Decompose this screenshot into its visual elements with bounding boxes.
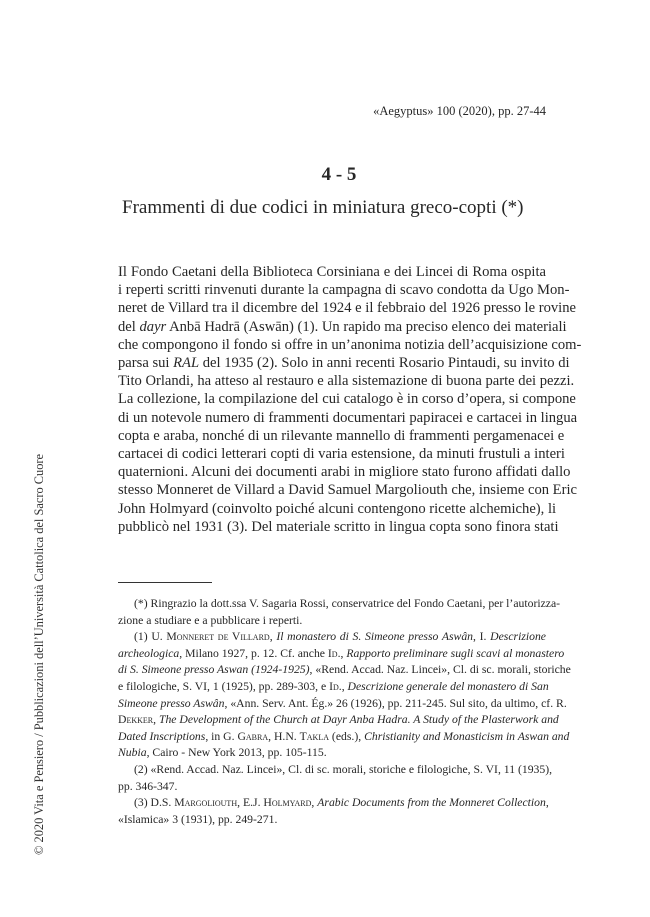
running-head: «Aegyptus» 100 (2020), pp. 27-44 xyxy=(373,104,546,118)
body-line: parsa sui RAL del 1935 (2). Solo in anni recenti Rosario Pintaudi, su invito di xyxy=(118,355,570,372)
body-line: copta e araba, nonché di un rilevante mannello di frammenti pergamenacei e xyxy=(118,427,565,444)
footnote-rule xyxy=(118,582,212,583)
chapter-number: 4 - 5 xyxy=(321,164,357,185)
body-line: di un notevole numero di frammenti documentari papiracei e cartacei in lingua xyxy=(118,409,578,426)
body-line: stesso Monneret de Villard a David Samuel Margoliouth che, insieme con Eric xyxy=(118,482,577,499)
footnote-star: (*) Ringrazio la dott.ssa V. Sagaria Rossi, conservatrice del Fondo Caetani, per l’autorizza- zione a studiare e a pubblicare i reperti. xyxy=(118,597,561,627)
article-title: Frammenti di due codici in miniatura greco-copti (*) xyxy=(122,197,524,218)
body-line: che compongono il fondo si offre in un’anonima notizia dell’acquisizione com- xyxy=(118,336,582,353)
body-line: La collezione, la compilazione del cui catalogo è in corso d’opera, si compone xyxy=(118,391,576,408)
body-line: cartacei di codici letterari copti di varia estensione, da minuti frustuli a interi xyxy=(118,446,565,463)
body-line: Il Fondo Caetani della Biblioteca Corsiniana e dei Lincei di Roma ospita xyxy=(118,264,546,280)
body-line: quaternioni. Alcuni dei documenti arabi in migliore stato furono affidati dallo xyxy=(118,464,571,481)
footnote-1: (1) U. Monneret de Villard, Il monastero di S. Simeone presso Aswân, I. Descrizione archeologica, Milano 1927, p. 12. Cf. anche Id., Rapporto preliminare sugli scavi al monastero di S. Simeone presso Aswan (1924-1925), «Rend. Accad. Naz. Lincei», Cl. di sc. morali, storiche e filologiche, S. VI, 1 (1925), pp. 289-303, e Id., Descrizione generale del monastero di San Simeone presso Aswân, «Ann. Serv. Ant. Ég.» 26 (1926), pp. 211-245. Sul sito, da ultimo, cf. R. Dekker, The Development of the Church at Dayr Anba Hadra. A Study of the Plasterwork and Dated Inscriptions, in G. Gabra, H.N. Takla (eds.), Christianity and Monasticism in Aswan and Nubia, Cairo - New York 2013, pp. 105-115. xyxy=(118,630,571,760)
body-line: Tito Orlandi, ha atteso al restauro e alla sistemazione di buona parte dei pezzi. xyxy=(118,373,575,390)
body-line: del dayr Anbā Hadrā (Aswān) (1). Un rapido ma preciso elenco dei materiali xyxy=(118,318,567,335)
footnote-3: (3) D.S. Margoliouth, E.J. Holmyard, Arabic Documents from the Monneret Collection, «Islamica» 3 (1931), pp. 249-271. xyxy=(118,796,549,826)
body-line: John Holmyard (coinvolto poiché alcuni contengono ricette alchemiche), li xyxy=(118,500,557,517)
body-line: pubblicò nel 1931 (3). Del materiale scritto in lingua copta sono finora stati xyxy=(118,518,559,535)
body-line: neret de Villard tra il dicembre del 1924 e il febbraio del 1926 presso le rovine xyxy=(118,300,576,317)
footnotes xyxy=(118,596,571,828)
body-text xyxy=(118,263,582,536)
footnote-2: (2) «Rend. Accad. Naz. Lincei», Cl. di sc. morali, storiche e filologiche, S. VI, 11 (1935), pp. 346-347. xyxy=(118,762,553,793)
copyright-side-credit: © 2020 Vita e Pensiero / Pubblicazioni dell’Università Cattolica del Sacro Cuore xyxy=(32,453,46,855)
body-line: i reperti scritti rinvenuti durante la campagna di scavo condotta da Ugo Mon- xyxy=(118,282,570,299)
